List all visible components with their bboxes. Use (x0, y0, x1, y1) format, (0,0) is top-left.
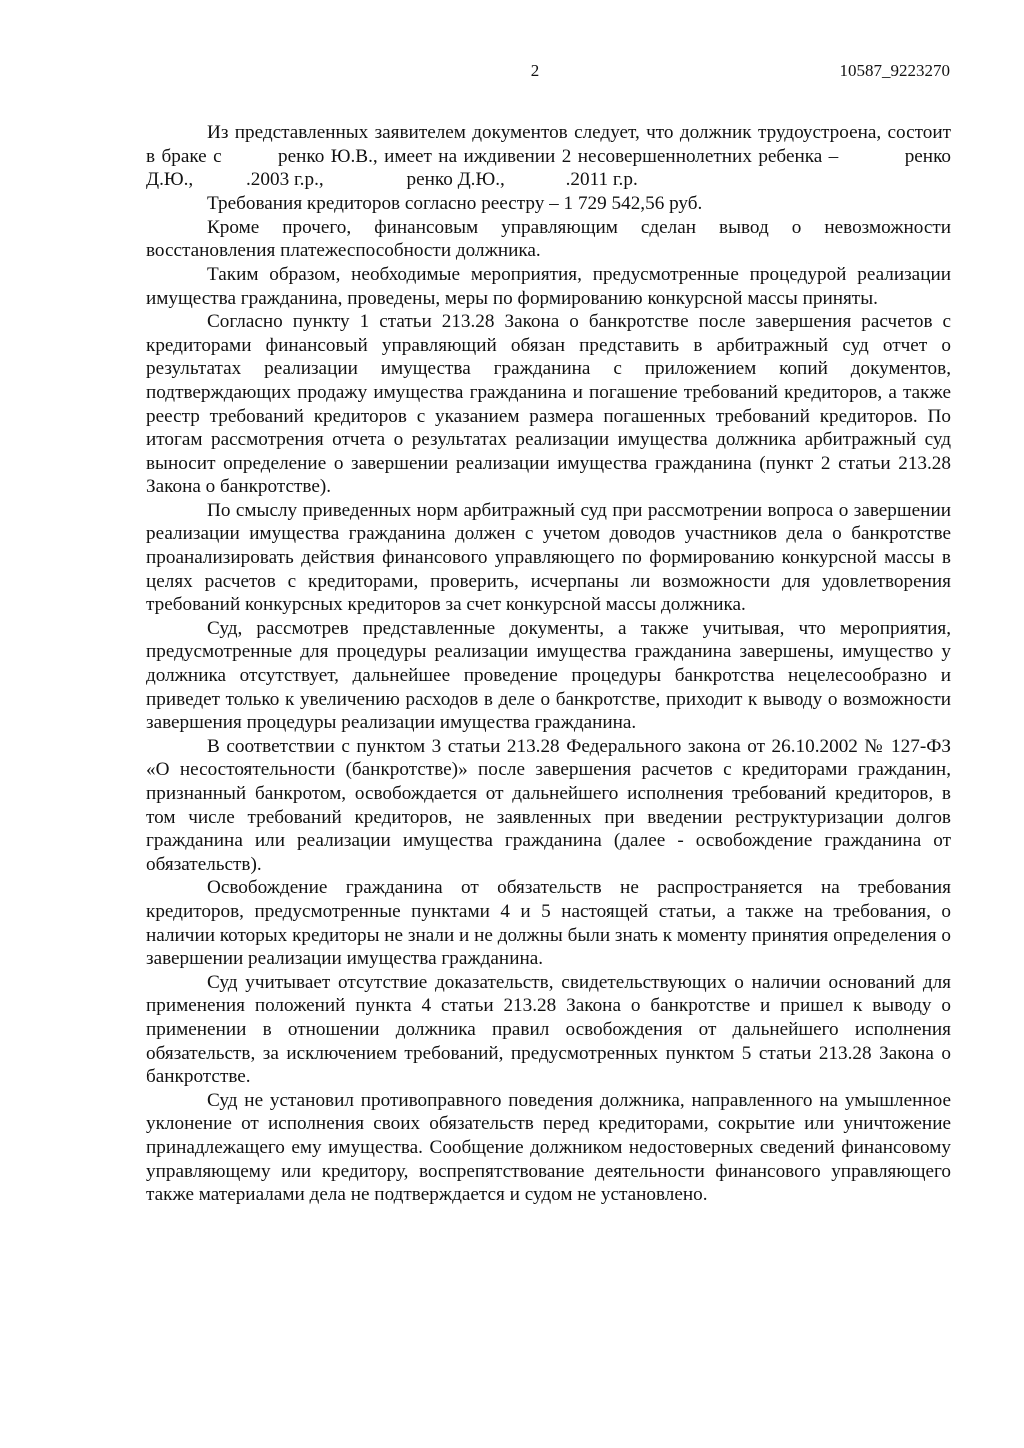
paragraph-family-info (146, 121, 951, 192)
redaction-mark (328, 168, 406, 187)
paragraph: По смыслу приведенных норм арбитражный суд при рассмотрении вопроса о завершении реализации имущества гражданина должен с учетом доводов участников дела о банкротстве проанализировать действия финансового управляющего по формированию конкурсной массы в целях расчетов с кредиторами, проверить, исчерпаны ли возможности для удовлетворения требований конкурсных кредиторов за счет конкурсной массы должника. (146, 499, 951, 616)
redaction-mark (845, 145, 905, 164)
paragraph: Суд учитывает отсутствие доказательств, свидетельствующих о наличии оснований для применения положений пункта 4 статьи 213.28 Закона о банкротстве и пришел к выводу о применении в отношении должника правил освобождения от дальнейшего исполнения обязательств, за исключением требований, предусмотренных пунктом 5 статьи 213.28 Закона о банкротстве. (146, 971, 951, 1088)
document-body (146, 121, 951, 1207)
redaction-mark (228, 145, 278, 164)
paragraph: Кроме прочего, финансовым управляющим сделан вывод о невозможности восстановления платежеспособности должника. (146, 216, 951, 262)
paragraph: Согласно пункту 1 статьи 213.28 Закона о банкротстве после завершения расчетов с кредиторами финансовый управляющий обязан представить в арбитражный суд отчет о результатах реализации имущества гражданина с приложением копий документов, подтверждающих продажу имущества гражданина и погашение требований кредиторов, а также реестр требований кредиторов с указанием размера погашенных требований кредиторов. По итогам рассмотрения отчета о результатах реализации имущества должника арбитражный суд выносит определение о завершении реализации имущества гражданина (пункт 2 статьи 213.28 Закона о банкротстве). (146, 311, 951, 498)
paragraph: Требования кредиторов согласно реестру – 1 729 542,56 руб. (207, 193, 703, 215)
redaction-mark (510, 168, 566, 187)
paragraph: В соответствии с пунктом 3 статьи 213.28 Федерального закона от 26.10.2002 № 127-ФЗ «О несостоятельности (банкротстве)» после завершения расчетов с кредиторами гражданин, признанный банкротом, освобождается от дальнейшего исполнения требований кредиторов, в том числе требований кредиторов, не заявленных при введении реструктуризации долгов гражданина или реализации имущества гражданина (далее - освобождение гражданина от обязательств). (146, 735, 951, 875)
paragraph: Суд не установил противоправного поведения должника, направленного на умышленное уклонение от исполнения своих обязательств перед кредиторами, сокрытие или уничтожение принадлежащего ему имущества. Сообщение должником недостоверных сведений финансовому управляющему или кредитору, воспрепятствование деятельности финансового управляющего также материалами дела не подтверждается и судом не установлено. (146, 1089, 951, 1206)
paragraph: Суд, рассмотрев представленные документы, а также учитывая, что мероприятия, предусмотренные для процедуры реализации имущества гражданина завершены, имущество у должника отсутствует, дальнейшее проведение процедуры банкротства нецелесообразно и приведет только к увеличению расходов в деле о банкротстве, приходит к выводу о возможности завершения процедуры реализации имущества гражданина. (146, 617, 951, 734)
paragraph-text: Из представленных заявителем документов следует, что должник трудоустроена, состоит в браке с (146, 122, 951, 167)
paragraph-text: .2003 г.р., (246, 169, 329, 191)
paragraph-text: ренко Ю.В., имеет на иждивении 2 несовершеннолетних ребенка – (278, 145, 845, 167)
paragraph: Освобождение гражданина от обязательств не распространяется на требования кредиторов, предусмотренные пунктами 4 и 5 настоящей статьи, а также на требования, о наличии которых кредиторы не знали и не должны были знать к моменту принятия определения о завершении реализации имущества гражданина. (146, 877, 951, 970)
paragraph-text: .2011 г.р. (565, 169, 638, 191)
redaction-mark (198, 168, 246, 187)
paragraph: Таким образом, необходимые мероприятия, предусмотренные процедурой реализации имущества гражданина, проведены, меры по формированию конкурсной массы приняты. (146, 263, 951, 309)
paragraph-text: ренко Д.Ю., (146, 145, 952, 191)
document-id: 10587_9223270 (839, 61, 950, 80)
paragraph-text: ренко Д.Ю., (406, 169, 510, 191)
page-number: 2 (530, 61, 540, 80)
